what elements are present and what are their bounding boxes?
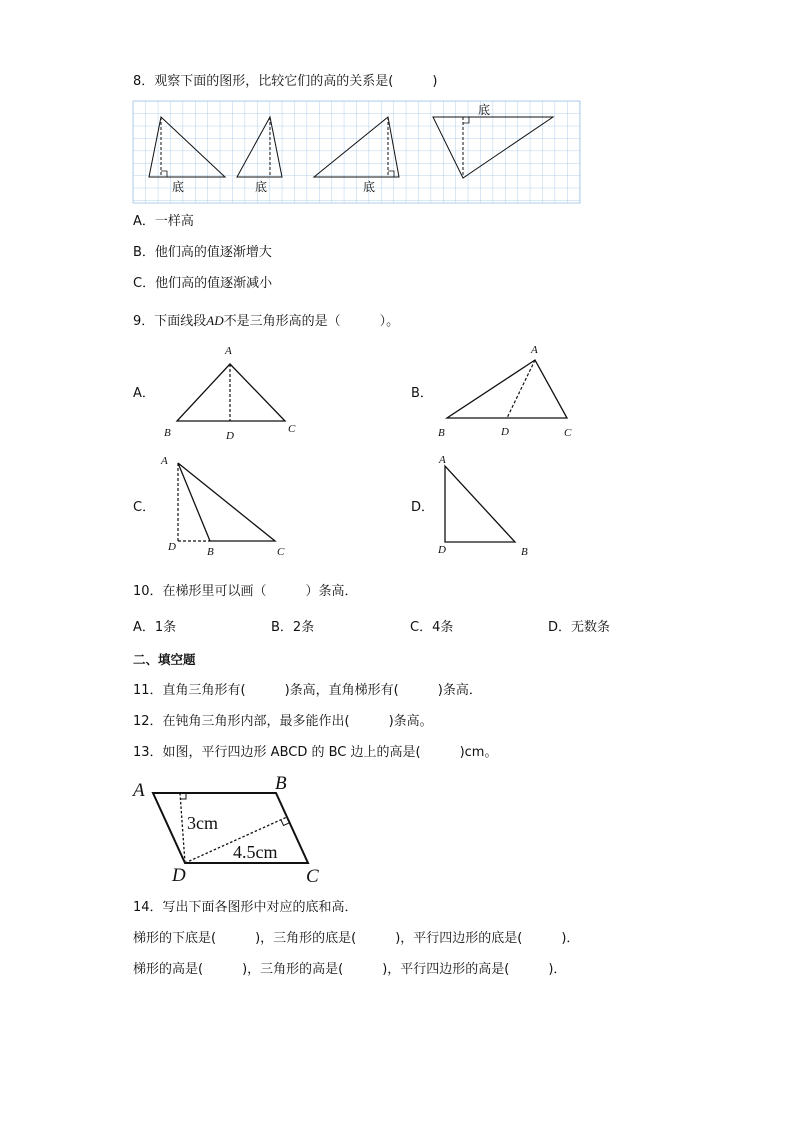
point-d-label: D [501, 426, 509, 438]
point-b-label: B [521, 546, 528, 558]
point-a-label: A [161, 455, 168, 467]
point-d-label: D [168, 541, 176, 553]
vertex-a-label: A [133, 780, 145, 801]
vertex-b-label: B [275, 773, 287, 794]
q10-option-d: D．无数条 [548, 620, 611, 635]
point-b-label: B [207, 546, 214, 558]
point-b-label: B [438, 427, 445, 439]
q9-option-d-label: D． [411, 500, 435, 515]
q9-option-b-label: B． [411, 386, 433, 401]
triangle-b [447, 360, 567, 418]
q11-text: 11．直角三角形有( )条高，直角梯形有( )条高． [133, 683, 482, 698]
point-b-label: B [164, 427, 171, 439]
triangle-a [177, 364, 285, 421]
vertex-c-label: C [306, 866, 319, 887]
section-title: 二、填空题 [133, 652, 196, 667]
point-d-label: D [226, 430, 234, 442]
base-label-4: 底 [478, 103, 491, 117]
q13-text: 13．如图，平行四边形 ABCD 的 BC 边上的高是( )cm。 [133, 745, 498, 760]
point-a-label: A [531, 344, 538, 356]
q9-stem [133, 313, 399, 330]
parallelogram [153, 793, 308, 863]
label-3cm: 3cm [187, 813, 218, 833]
q8-option-a: A．一样高 [133, 214, 194, 229]
base-label-3: 底 [363, 180, 376, 194]
q9-stem-pre: 9．下面线段 [133, 314, 207, 329]
q8-option-c: C．他们高的值逐渐减小 [133, 276, 273, 291]
q9-stem-post: 不是三角形高的是（ ）。 [223, 314, 400, 329]
q10-option-c: C．4条 [410, 620, 454, 635]
triangle-d [445, 466, 515, 542]
q9-figure-c [160, 450, 310, 550]
q10-option-a: A．1条 [133, 620, 177, 635]
q8-grid-figure [133, 101, 580, 203]
q10-option-b: B．2条 [271, 620, 315, 635]
q9-option-a-label: A． [133, 386, 155, 401]
q10-stem: 10．在梯形里可以画（ ）条高． [133, 584, 358, 599]
q8-option-b: B．他们高的值逐渐增大 [133, 245, 272, 260]
point-c-label: C [277, 546, 285, 558]
q8-figure [133, 101, 580, 203]
point-a-label: A [439, 454, 446, 466]
q14-line-heights: 梯形的高是( )，三角形的高是( )，平行四边形的高是( )． [133, 962, 567, 977]
triangle-c [178, 463, 275, 541]
base-label-2: 底 [255, 180, 268, 194]
point-d-label: D [438, 544, 446, 556]
q14-stem: 14．写出下面各图形中对应的底和高． [133, 900, 358, 915]
label-4-5cm: 4.5cm [233, 842, 278, 862]
q8-stem: 8．观察下面的图形，比较它们的高的关系是( ) [133, 74, 438, 89]
base-label-1: 底 [172, 180, 185, 194]
point-c-label: C [564, 427, 572, 439]
point-a-label: A [225, 345, 232, 357]
q9-option-c-label: C． [133, 500, 156, 515]
grid-background [133, 101, 580, 203]
q12-text: 12．在钝角三角形内部，最多能作出( )条高。 [133, 714, 433, 729]
q9-figure-b [440, 340, 590, 440]
q9-figure-d [440, 450, 540, 550]
vertex-d-label: D [172, 865, 186, 886]
q14-line-bases: 梯形的下底是( )，三角形的底是( )，平行四边形的底是( )． [133, 931, 580, 946]
point-c-label: C [288, 423, 296, 435]
q9-stem-var: AD [206, 313, 224, 328]
